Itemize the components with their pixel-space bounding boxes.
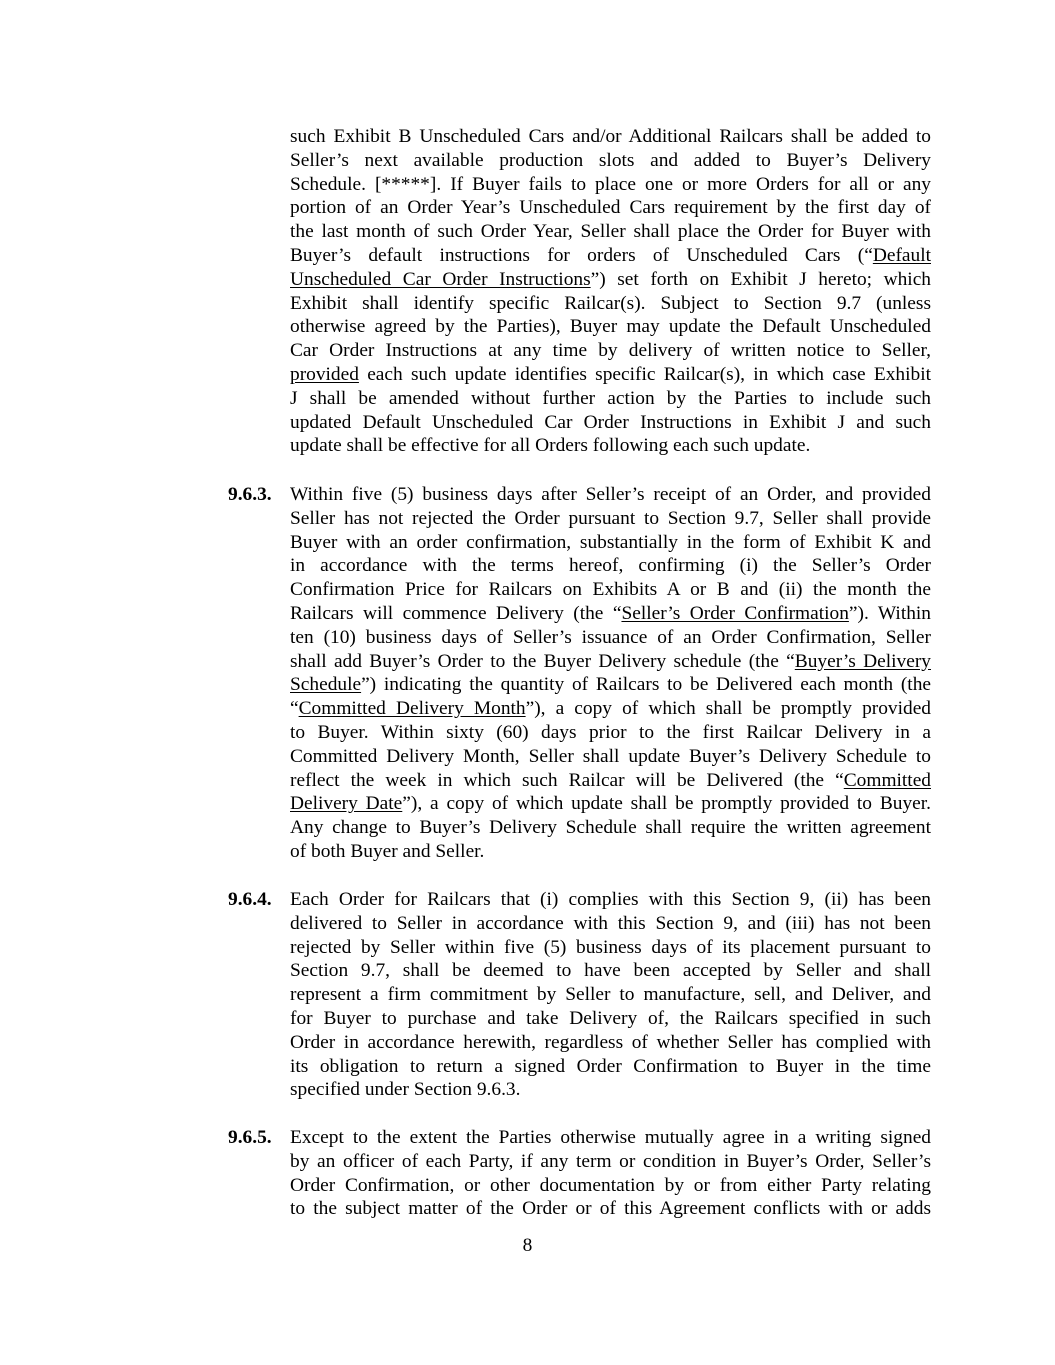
- defined-term: Committed: [843, 769, 931, 791]
- text-line: specified under Section 9.6.3.: [290, 1079, 521, 1101]
- defined-term: Seller’s Order Confirmation: [621, 602, 849, 624]
- text-line: provided each such update identifies specific Railcar(s), in which case Exhibit: [290, 363, 931, 385]
- text-line: the last month of such Order Year, Seller shall place the Order for Buyer with: [290, 221, 931, 243]
- page-number: 8: [522, 1235, 533, 1256]
- text-line: Seller’s next available production slots and added to Buyer’s Delivery: [290, 149, 931, 171]
- text-line: delivered to Seller in accordance with this Section 9, and (iii) has not been: [290, 912, 931, 934]
- text-line: Within five (5) business days after Seller’s receipt of an Order, and provided: [290, 484, 931, 505]
- text-line: to Buyer. Within sixty (60) days prior to the first Railcar Delivery in a: [290, 721, 931, 743]
- text-line: for Buyer to purchase and take Delivery of, the Railcars specified in such: [290, 1007, 931, 1029]
- text-line: Committed Delivery Month, Seller shall update Buyer’s Delivery Schedule to: [290, 745, 931, 767]
- text-line: in accordance with the terms hereof, confirming (i) the Seller’s Order: [290, 555, 931, 577]
- text-line: Confirmation Price for Railcars on Exhibits A or B and (ii) the month the: [290, 579, 931, 601]
- defined-term: Committed Delivery Month: [298, 698, 526, 720]
- text-line: rejected by Seller within five (5) business days of its placement pursuant to: [290, 936, 931, 958]
- section-paragraph: [290, 483, 931, 864]
- text-line: Exhibit shall identify specific Railcar(s). Subject to Section 9.7 (unless: [290, 292, 931, 314]
- text-line: Each Order for Railcars that (i) complies with this Section 9, (ii) has been: [290, 889, 931, 910]
- text-line: Any change to Buyer’s Delivery Schedule shall require the written agreement: [290, 817, 931, 839]
- continuation-paragraph: [290, 125, 931, 458]
- text-line: of both Buyer and Seller.: [290, 840, 485, 862]
- defined-term: provided: [290, 363, 359, 385]
- text-line: Seller has not rejected the Order pursuant to Section 9.7, Seller shall provide: [290, 507, 931, 529]
- text-line: Order in accordance herewith, regardless of whether Seller has complied with: [290, 1031, 931, 1053]
- text-line: update shall be effective for all Orders following each such update.: [290, 435, 811, 457]
- section-number: 9.6.5.: [228, 1127, 272, 1148]
- text-line: reflect the week in which such Railcar will be Delivered (the “Committed: [290, 769, 931, 791]
- text-line: such Exhibit B Unscheduled Cars and/or Additional Railcars shall be added to: [290, 126, 931, 147]
- text-line: Unscheduled Car Order Instructions”) set forth on Exhibit J hereto; which: [290, 268, 931, 290]
- text-line: Delivery Date”), a copy of which update shall be promptly provided to Buyer.: [290, 793, 931, 815]
- text-line: its obligation to return a signed Order Confirmation to Buyer in the time: [290, 1055, 931, 1077]
- text-line: represent a firm commitment by Seller to manufacture, sell, and Deliver, and: [290, 984, 931, 1006]
- text-line: Buyer’s default instructions for orders of Unscheduled Cars (“Default: [290, 244, 931, 266]
- text-line: Order Confirmation, or other documentation by or from either Party relating: [290, 1174, 931, 1196]
- text-line: shall add Buyer’s Order to the Buyer Delivery schedule (the “Buyer’s Delivery: [290, 650, 931, 672]
- text-line: portion of an Order Year’s Unscheduled Cars requirement by the first day of: [290, 197, 931, 219]
- text-line: updated Default Unscheduled Car Order Instructions in Exhibit J and such: [290, 411, 931, 433]
- text-line: Schedule. [*****]. If Buyer fails to place one or more Orders for all or any: [290, 173, 931, 195]
- section-number: 9.6.3.: [228, 484, 272, 505]
- text-line: Railcars will commence Delivery (the “Seller’s Order Confirmation”). Within: [290, 602, 931, 624]
- text-line: Section 9.7, shall be deemed to have been accepted by Seller and shall: [290, 960, 931, 982]
- section-paragraph: [290, 888, 931, 1102]
- defined-term: Schedule: [290, 674, 362, 696]
- text-line: ten (10) business days of Seller’s issuance of an Order Confirmation, Seller: [290, 626, 931, 648]
- defined-term: Buyer’s Delivery: [794, 650, 931, 672]
- section-number: 9.6.4.: [228, 889, 272, 910]
- text-line: J shall be amended without further action by the Parties to include such: [290, 387, 931, 409]
- text-line: “Committed Delivery Month”), a copy of which shall be promptly provided: [290, 698, 932, 720]
- defined-term: Delivery Date: [290, 793, 403, 815]
- text-line: Schedule”) indicating the quantity of Railcars to be Delivered each month (the: [290, 674, 931, 696]
- text-line: Except to the extent the Parties otherwise mutually agree in a writing signed: [290, 1127, 931, 1148]
- text-line: by an officer of each Party, if any term or condition in Buyer’s Order, Seller’s: [290, 1150, 931, 1172]
- text-line: otherwise agreed by the Parties), Buyer may update the Default Unscheduled: [290, 316, 931, 338]
- text-line: Buyer with an order confirmation, substantially in the form of Exhibit K and: [290, 531, 931, 553]
- text-line: Car Order Instructions at any time by delivery of written notice to Seller,: [290, 340, 931, 362]
- section-paragraph: [290, 1126, 931, 1221]
- defined-term: Default: [872, 244, 931, 266]
- defined-term: Unscheduled Car Order Instructions: [290, 268, 591, 290]
- text-line: to the subject matter of the Order or of this Agreement conflicts with or adds: [290, 1198, 931, 1220]
